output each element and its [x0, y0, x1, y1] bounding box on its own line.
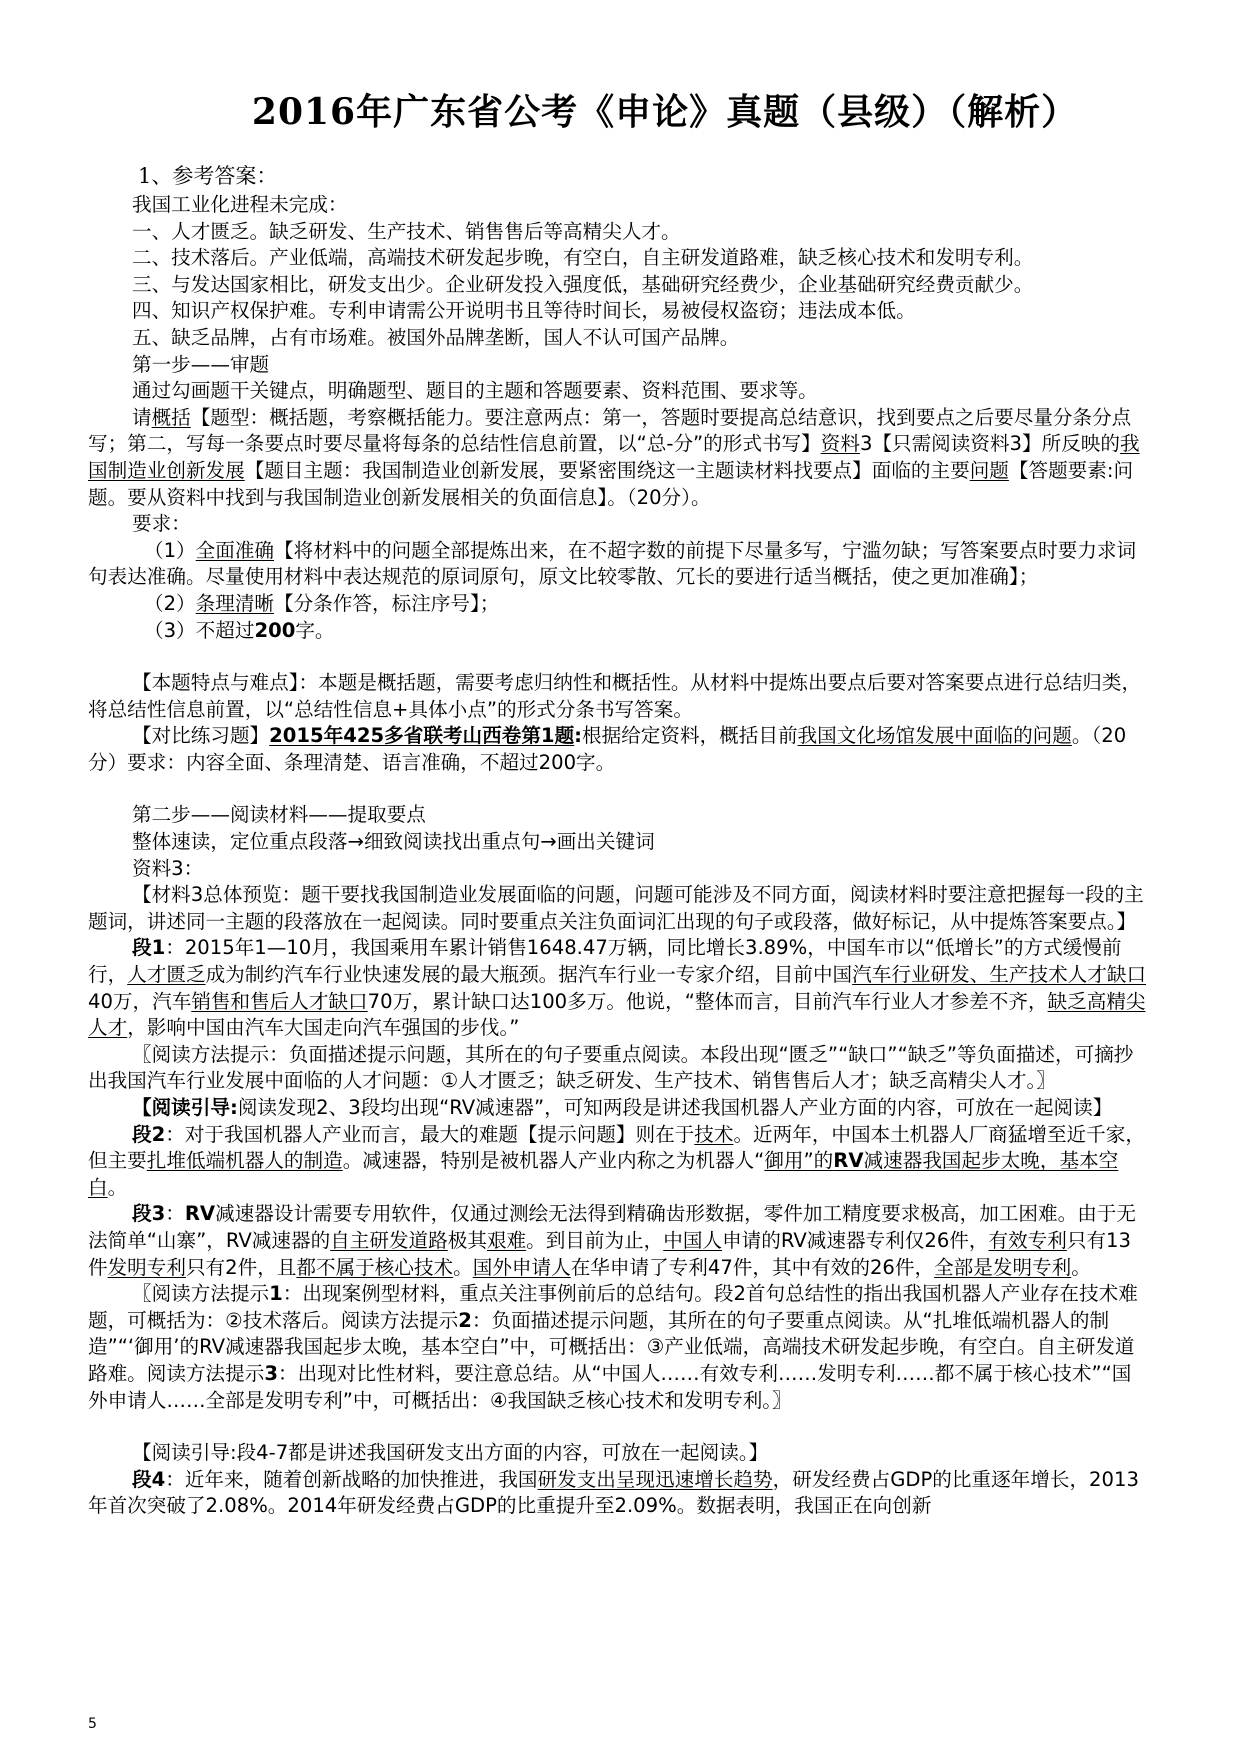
- text-run: 70万，累计缺口达100多万。他说，“整体而言，目前汽车行业人才参差不齐，: [367, 989, 1048, 1013]
- reading-guide-1: [88, 1095, 1150, 1122]
- page-number: 5: [88, 1716, 97, 1732]
- underlined-keyword: 御用”的: [764, 1149, 834, 1173]
- spacer: [88, 644, 1150, 670]
- underlined-keyword: 自主研发道路: [330, 1228, 448, 1252]
- underlined-keyword: 中国人: [663, 1228, 723, 1252]
- text-run: 【答题要素:问题。要从资料中找到与我国制造业创新发展相关的负面信息】。（20分）。: [88, 458, 1134, 509]
- text-run: （2）: [144, 591, 196, 615]
- bold-text: :: [574, 724, 583, 748]
- answer-item: 三、与发达国家相比，研发支出少。企业研发投入强度低，基础研究经费少，企业基础研究经费贡献少。: [132, 272, 1034, 296]
- requirement-item: [88, 618, 1150, 645]
- underlined-keyword: 都不属于核心技术: [296, 1255, 454, 1279]
- text-run: 〖阅读方法提示: [132, 1282, 270, 1306]
- underlined-keyword: 全面准确: [195, 538, 275, 562]
- text-run: ：对于我国机器人产业而言，最大的难题【提示问题】则在于: [165, 1122, 695, 1146]
- underlined-keyword: 条理清晰: [195, 591, 275, 615]
- underlined-keyword: 汽车行业研发、生产技术人才缺口: [852, 963, 1147, 987]
- material-label: 资料3：: [132, 856, 204, 880]
- text-run: 【题型：概括题，考察概括能力。要注意两点：第一，答题时要提高总结意识，找到要点之后要尽量分条分点写；第二，写每一条要点时要尽量将每条的总结性信息前置，以“总-分”的形式书写】: [88, 405, 1132, 456]
- text-run: 3【只需阅读资料3】所反映的: [859, 432, 1120, 456]
- reading-hint-2: [88, 1281, 1150, 1414]
- text-run: 只有13件: [88, 1228, 1131, 1279]
- practice-paragraph: [88, 723, 1150, 776]
- underlined-keyword: 艰难: [486, 1228, 527, 1252]
- material-preview: 【材料3总体预览：题干要找我国制造业发展面临的问题，问题可能涉及不同方面，阅读材料时要注意把握每一段的主题词，讲述同一主题的段落放在一起阅读。同时要重点关注负面词汇出现的句子或段落，做好标记，从中提炼答案要点。】: [88, 883, 1144, 933]
- text-run: ：近年来，随着创新战略的加快推进，我国: [165, 1467, 538, 1491]
- text-run: 成为制约汽车行业快速发展的最大瓶颈。据汽车行业一专家介绍，目前中国: [205, 963, 853, 987]
- paragraph-label: 段1: [132, 936, 166, 960]
- reading-hint-1: 〖阅读方法提示：负面描述提示问题，其所在的句子要重点阅读。本段出现“匮乏”“缺口”“缺乏”等负面描述，可摘抄出我国汽车行业发展中面临的人才问题：①人才匮乏；缺乏研发、生产技术、销售售后人才；缺乏高精尖人才。〗: [88, 1042, 1134, 1093]
- text-run: 阅读发现2、3段均出现“RV减速器”，可知两段是讲述我国机器人产业方面的内容，可放在一起阅读】: [237, 1096, 1113, 1119]
- question-paragraph: [88, 405, 1150, 511]
- step2-title: 第二步——阅读材料——提取要点: [132, 803, 426, 827]
- step2-desc: 整体速读，定位重点段落→细致阅读找出重点句→画出关键词: [132, 830, 655, 854]
- text-run: 。: [107, 1175, 128, 1199]
- bold-text: 1: [269, 1282, 283, 1306]
- underlined-keyword: 概括: [151, 405, 191, 429]
- text-run: ：2015年1—10月，我国乘用车累计销售1648.47万辆，同比增长3.89%，中国车市以“低增长”的方式缓慢前行，: [88, 936, 1122, 987]
- paragraph-2: [88, 1122, 1150, 1202]
- underlined-keyword: 人才匮乏: [127, 963, 206, 987]
- document-body: [88, 160, 1150, 1520]
- requirement-item: [88, 538, 1150, 591]
- text-run: 。近两年，中国本土机器人厂商猛增至近千家，但主要: [88, 1122, 1145, 1173]
- step1-desc: 通过勾画题干关键点，明确题型、题目的主题和答题要素、资料范围、要求等。: [132, 379, 818, 403]
- answer-item: 一、人才匮乏。缺乏研发、生产技术、销售售后等高精尖人才。: [132, 219, 681, 243]
- underlined-keyword: 发明专利: [107, 1255, 186, 1279]
- answer-item: 二、技术落后。产业低端，高端技术研发起步晚，有空白，自主研发道路难，缺乏核心技术和发明专利。: [132, 246, 1034, 270]
- text-run: 【题目主题：我国制造业创新发展，要紧密围绕这一主题读材料找要点】面临的主要: [244, 458, 970, 482]
- reading-guide-2: 【阅读引导:段4-7都是讲述我国研发支出方面的内容，可放在一起阅读。】: [132, 1441, 769, 1465]
- text-run: 40万，汽车: [88, 989, 192, 1013]
- text-run: 【将材料中的问题全部提炼出来，在不超字数的前提下尽量多写，宁滥勿缺；写答案要点时要力求词句表达准确。尽量使用材料中表达规范的原词原句，原文比较零散、冗长的要进行适当概括，使之更加准确】；: [88, 538, 1137, 589]
- underlined-keyword: 问题: [969, 458, 1009, 482]
- feature-paragraph: 【本题特点与难点】：本题是概括题，需要考虑归纳性和概括性。从材料中提炼出要点后要对答案要点进行总结归类，将总结性信息前置，以“总结性信息+具体小点”的形式分条书写答案。: [88, 671, 1142, 721]
- underlined-keyword: 有效专利: [988, 1228, 1067, 1252]
- underlined-keyword: 缺乏高精尖人才: [88, 989, 1146, 1040]
- paragraph-label: 段2: [132, 1122, 166, 1146]
- step1-title: 第一步——审题: [132, 352, 270, 376]
- text-run: ，影响中国由汽车大国走向汽车强国的步伐。”: [127, 1016, 520, 1040]
- text-run: ，研发经费占GDP的比重逐年增长，2013年首次突破了2.08%。2014年研发经费占GDP的比重提升至2.09%。数据表明，我国正在向创新: [88, 1467, 1139, 1518]
- text-run: ：出现对比性材料，要注意总结。从“中国人……有效专利……发明专利……都不属于核心技术”“国外申请人……全部是发明专利”中，可概括出：④我国缺乏核心技术和发明专利。〗: [88, 1361, 1132, 1412]
- text-run: 。（20分）要求：内容全面、条理清楚、语言准确，不超过200字。: [88, 724, 1127, 774]
- text-run: 申请的RV减速器专利仅26件，: [722, 1228, 989, 1252]
- underlined-bold-text: 2015年425多省联考山西卷第1题: [269, 724, 575, 748]
- text-run: 。减速器，特别是被机器人产业内称之为机器人“: [342, 1149, 765, 1173]
- underlined-keyword: 国外申请人: [472, 1255, 571, 1279]
- underlined-keyword: 我国文化场馆发展中面临的问题: [797, 724, 1072, 748]
- answer-intro: 我国工业化进程未完成：: [132, 193, 348, 216]
- underlined-keyword: 资料: [820, 432, 860, 456]
- underlined-keyword: 销售和售后人才缺口: [191, 989, 368, 1013]
- answer-item: 五、缺乏品牌，占有市场难。被国外品牌垄断，国人不认可国产品牌。: [132, 325, 740, 349]
- text-run: 。到目前为止，: [526, 1228, 664, 1252]
- text-run: 。: [1071, 1255, 1091, 1279]
- paragraph-1: [88, 935, 1150, 1041]
- text-run: 请: [132, 405, 152, 429]
- bold-text: 3: [264, 1361, 278, 1385]
- paragraph-3: [88, 1201, 1150, 1281]
- text-run: ：负面描述提示问题，其所在的句子要重点阅读。从“扎堆低端机器人的制造”“‘御用’的RV减速器我国起步太晚，基本空白”中，可概括出：③产业低端，高端技术研发起步晚，有空白。自主研发道路难。阅读方法提示: [88, 1308, 1135, 1385]
- bold-text: 【阅读引导:: [132, 1096, 238, 1119]
- text-run: 减速器设计需要专用软件，仅通过测绘无法得到精确齿形数据，零件加工精度要求极高，加工困难。由于无法简单“山寨”，RV减速器的: [88, 1202, 1136, 1252]
- text-run: ：: [165, 1202, 185, 1226]
- spacer: [88, 776, 1150, 802]
- underlined-keyword: 全部是发明专利: [934, 1255, 1072, 1279]
- text-run: （1）: [144, 538, 196, 562]
- text-run: 。: [453, 1255, 473, 1279]
- paragraph-label: 段3: [132, 1202, 166, 1226]
- text-run: 【分条作答，标注序号】；: [274, 591, 500, 615]
- text-run: 极其: [447, 1228, 487, 1252]
- bold-text: RV: [184, 1202, 216, 1226]
- underlined-keyword: 我国制造业创新发展: [88, 432, 1140, 482]
- answer-item: 四、知识产权保护难。专利申请需公开说明书且等待时间长，易被侵权盗窃；违法成本低。: [132, 299, 916, 323]
- underlined-keyword: 减速器我国起步太晚，基本空白: [88, 1149, 1119, 1199]
- underlined-keyword: 扎堆低端机器人的制造: [146, 1149, 343, 1173]
- text-run: 字。: [295, 618, 335, 642]
- requirement-item: [88, 591, 1150, 618]
- text-run: 只有2件，且: [185, 1255, 297, 1279]
- bold-text: 200: [254, 618, 296, 642]
- text-run: 【对比练习题】: [132, 724, 270, 748]
- text-run: （3）不超过: [144, 618, 255, 642]
- requirements-label: 要求：: [132, 512, 191, 536]
- bold-text: 2: [458, 1308, 472, 1332]
- spacer: [88, 1414, 1150, 1440]
- answer-heading: 1、参考答案：: [138, 164, 278, 188]
- paragraph-4: [88, 1467, 1150, 1520]
- underlined-bold-text: RV: [833, 1149, 864, 1173]
- paragraph-label: 段4: [132, 1467, 166, 1491]
- page-title: 2016年广东省公考《申论》真题（县级）（解析）: [251, 91, 1079, 133]
- text-run: 根据给定资料，概括目前: [582, 724, 798, 748]
- text-run: ：出现案例型材料，重点关注事例前后的总结句。段2首句总结性的指出我国机器人产业存在技术难题，可概括为：②技术落后。阅读方法提示: [88, 1282, 1138, 1332]
- text-run: 在华申请了专利47件，其中有效的26件，: [570, 1255, 935, 1279]
- underlined-keyword: 技术: [694, 1122, 734, 1146]
- underlined-keyword: 研发支出呈现迅速增长趋势: [537, 1467, 773, 1491]
